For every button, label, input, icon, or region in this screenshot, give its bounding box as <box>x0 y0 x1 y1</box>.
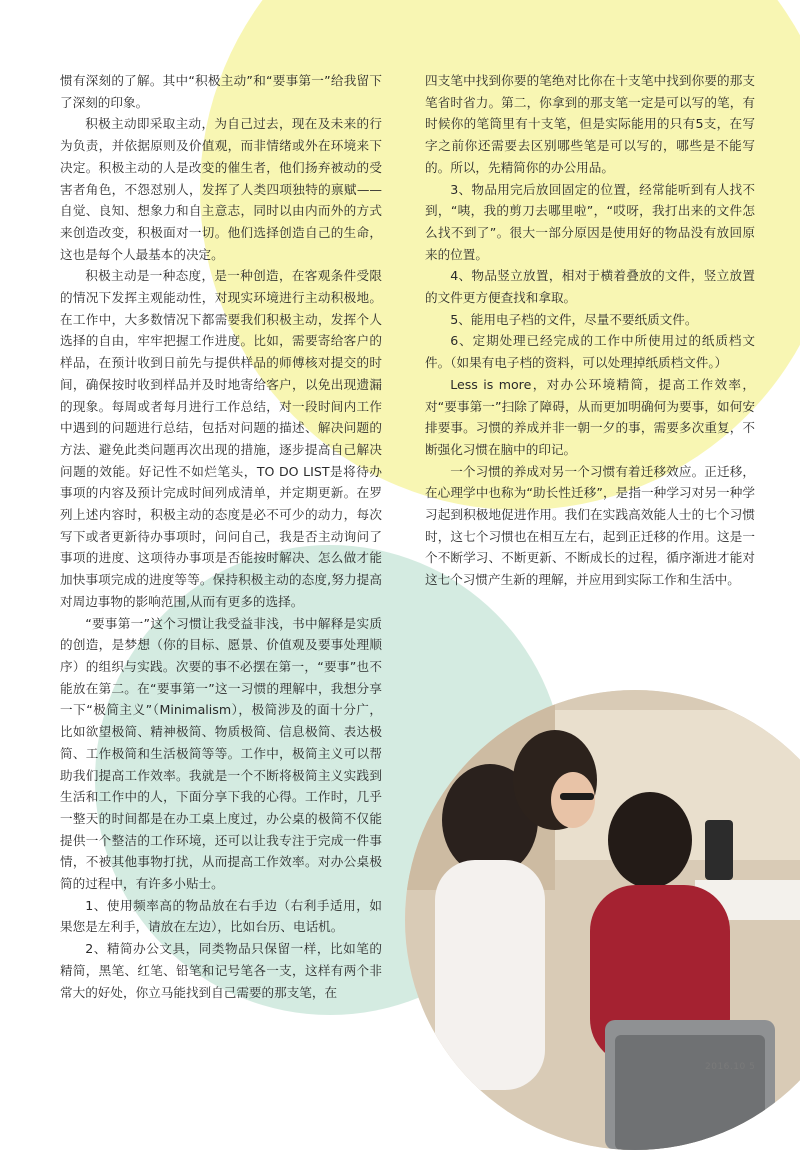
right-text-column <box>425 70 755 591</box>
paragraph: Less is more，对办公环境精简，提高工作效率，对“要事第一”扫除了障碍，从而更加明确何为要事，如何安排要事。习惯的养成并非一朝一夕的事，需要多次重复，不断强化习惯在脑中的印记。 <box>425 376 755 457</box>
paragraph: 1、使用频率高的物品放在右手边（右利手适用，如果您是左利手，请放在左边），比如台历、电话机。 <box>60 897 382 935</box>
paragraph: 惯有深刻的了解。其中“积极主动”和“要事第一”给我留下了深刻的印象。 <box>60 73 382 110</box>
paragraph: 6、定期处理已经完成的工作中所使用过的纸质档文件。（如果有电子档的资料，可以处理掉纸质档文件。） <box>425 333 755 371</box>
left-text-column <box>60 70 382 1003</box>
paragraph: 3、物品用完后放回固定的位置，经常能听到有人找不到，“咦，我的剪刀去哪里啦”，“哎呀，我打出来的文件怎么找不到了”。很大一部分原因是使用好的物品没有放回原来的位置。 <box>425 181 755 262</box>
paragraph: 5、能用电子档的文件，尽量不要纸质文件。 <box>450 311 698 327</box>
paragraph: 一个习惯的养成对另一个习惯有着迁移效应。正迁移，在心理学中也称为“助长性迁移”，是指一种学习对另一种学习起到积极地促进作用。我们在实践高效能人士的七个习惯时，这七个习惯也在相互左右，起到正迁移的作用。这是一个不断学习、不断更新、不断成长的过程，循序渐进才能对这七个习惯产生新的理解，并应用到实际工作和生活中。 <box>425 463 755 588</box>
paragraph: “要事第一”这个习惯让我受益非浅，书中解释是实质的创造，是梦想（你的目标、愿景、价值观及要事处理顺序）的组织与实践。次要的事不必摆在第一，“要事”也不能放在第二。在“要事第一”这一习惯的理解中，我想分享一下“极简主义”（Minimalism），极简涉及的面十分广，比如欲望极简、精神极简、物质极简、信息极简、表达极简、工作极简和生活极简等等。工作中，极简主义可以帮助我们提高工作效率。我就是一个不断将极简主义实践到生活和工作中的人，下面分享下我的心得。工作时，几乎一整天的时间都是在办工桌上度过，办公桌的极简不仅能提供一个整洁的工作环境，还可以让我专注于完成一件事情，不被其他事物打扰，从而提高工作效率。对办公桌极简的过程中，有许多小贴士。 <box>60 615 382 892</box>
paragraph: 积极主动是一种态度，是一种创造，在客观条件受限的情况下发挥主观能动性，对现实环境进行主动积极地。在工作中，大多数情况下都需要我们积极主动，发挥个人选择的自由，牢牢把握工作进度。比如，需要寄给客户的样品，在预计收到日前先与提供样品的师傅核对提交的时间，确保按时收到样品并及时地寄给客户，以免出现遗漏的现象。每周或者每月进行工作总结，对一段时间内工作中遇到的问题进行总结，包括对问题的描述、解决问题的方法、避免此类问题再次出现的措施，逐步提高自己解决问题的效能。好记性不如烂笔头，TO DO LIST是将待办事项的内容及预计完成时间列成清单，并定期更新。在罗列上述内容时，积极主动的态度是必不可少的动力，每次写下或者更新待办事项时，问问自己，我是否主动询问了事项的进度、这项待办事项是否能按时解决、怎么做才能加快事项完成的进度等等。保持积极主动的态度,努力提高对周边事物的影响范围,从而有更多的选择。 <box>60 268 382 609</box>
paragraph: 四支笔中找到你要的笔绝对比你在十支笔中找到你要的那支笔省时省力。第二，你拿到的那支笔一定是可以写的笔，有时候你的笔筒里有十支笔，但是实际能用的只有5支，在写字之前你还需要去区别哪些笔是可以写的，哪些是不能写的。所以，先精简你的办公用品。 <box>425 73 755 175</box>
paragraph: 4、物品竖立放置，相对于横着叠放的文件，竖立放置的文件更方便查找和拿取。 <box>425 268 755 306</box>
paragraph: 2、精简办公文具，同类物品只保留一样，比如笔的精简，黑笔、红笔、铅笔和记号笔各一支，这样有两个非常大的好处，你立马能找到自己需要的那支笔，在 <box>60 941 382 1000</box>
paragraph: 积极主动即采取主动，为自己过去，现在及未来的行为负责，并依据原则及价值观，而非情绪或外在环境来下决定。积极主动的人是改变的催生者，他们扬弃被动的受害者角色，不怨怼别人，发挥了人类四项独特的禀赋——自觉、良知、想象力和自主意志，同时以由内而外的方式来创造改变，积极面对一切。他们选择创造自己的生命，这也是每个人最基本的决定。 <box>60 116 382 262</box>
page-number: 2016.10 5 <box>705 1062 756 1072</box>
